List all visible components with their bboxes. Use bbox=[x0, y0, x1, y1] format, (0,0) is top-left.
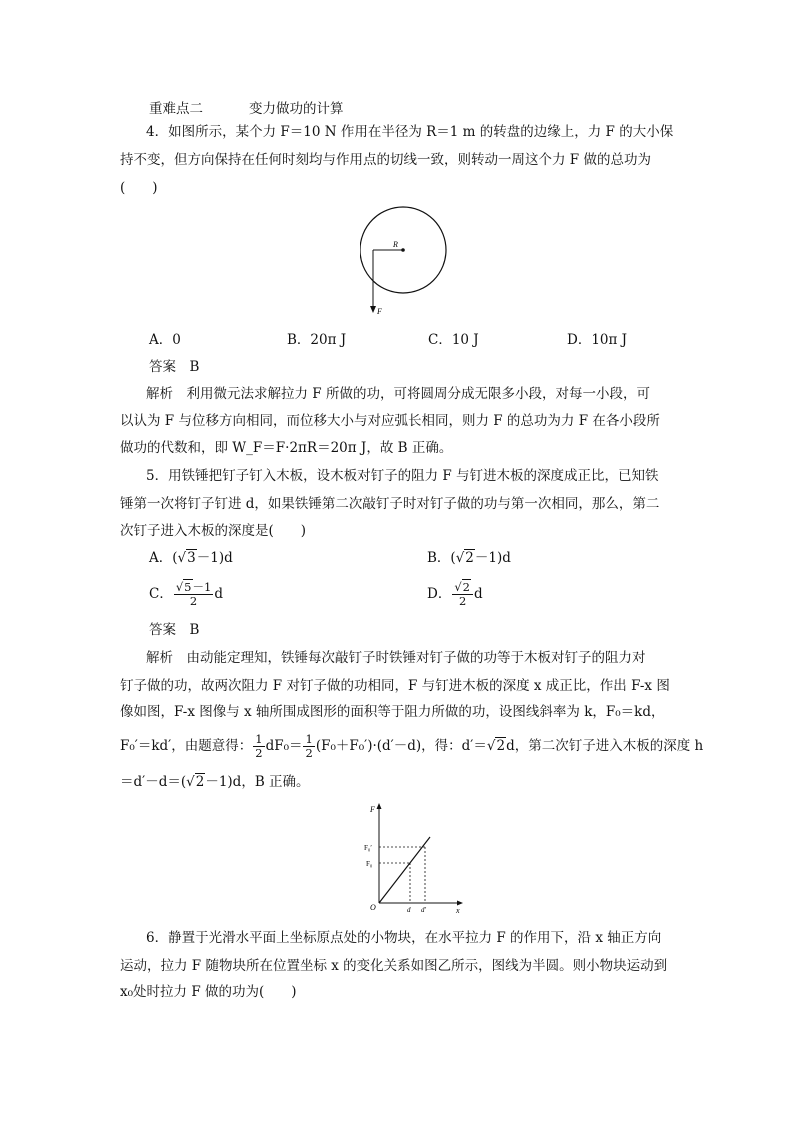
d-label: d bbox=[407, 906, 411, 914]
q4-stem-line-2: 持不变，但方向保持在任何时刻均与作用点的切线一致，则转动一周这个力 F 做的总功为 bbox=[120, 152, 651, 168]
force-label: F bbox=[377, 307, 382, 316]
rotating-disk-figure bbox=[360, 203, 470, 323]
q4-option-b: B．20π J bbox=[287, 332, 347, 348]
q4-stem-line-1: 4．如图所示，某个力 F＝10 N 作用在半径为 R＝1 m 的转盘的边缘上，力 F 的大小保 bbox=[146, 124, 674, 140]
q5-option-b: B．(√2－1)d bbox=[427, 550, 511, 566]
x-axis-arrow bbox=[457, 901, 463, 906]
section-title: 变力做功的计算 bbox=[249, 101, 344, 117]
q5-stem-line-2: 锤第一次将钉子钉进 d，如果铁锤第二次敲钉子时对钉子做的功与第一次相同，那么，第二 bbox=[120, 496, 660, 512]
disk-center bbox=[401, 248, 405, 252]
q4-stem-line-3: ( ) bbox=[120, 180, 158, 196]
y-axis-label: F bbox=[370, 805, 375, 814]
q4-option-a: A．0 bbox=[149, 332, 181, 348]
section-label: 重难点二 bbox=[149, 101, 203, 117]
q5-stem-line-3: 次钉子进入木板的深度是( ) bbox=[120, 523, 307, 539]
q5-explanation-line-3: 像如图，F-x 图像与 x 轴所围成图形的面积等于阻力所做的功，设图线斜率为 k，F₀＝kd， bbox=[120, 704, 665, 720]
q5-option-d: D． $\frac{√2}{2}$ d bbox=[427, 580, 483, 608]
q5-explanation-line-2: 钉子做的功，故两次阻力 F 对钉子做的功相同，F 与钉进木板的深度 x 成正比，作出 F-x 图 bbox=[120, 678, 670, 694]
q6-stem-line-1: 6．静置于光滑水平面上坐标原点处的小物块，在水平拉力 F 的作用下，沿 x 轴正方向 bbox=[146, 930, 662, 946]
q5-option-c: C． $\frac{√5-1}{2}$ d bbox=[149, 580, 223, 608]
q5-explanation-line-5: ＝d′－d＝(√2－1)d，B 正确。 bbox=[120, 774, 310, 790]
q4-explanation-line-2: 以认为 F 与位移方向相同，而位移大小与对应弧长相同，则力 F 的总功为力 F 在各小段所 bbox=[120, 413, 660, 429]
radius-label: R bbox=[393, 240, 398, 249]
y-axis-arrow bbox=[377, 803, 382, 809]
q5-option-a: A．(√3－1)d bbox=[149, 550, 233, 566]
x-axis-label: x bbox=[456, 906, 460, 915]
f0-prime-label: F₀′ bbox=[364, 844, 372, 852]
force-displacement-graph bbox=[362, 800, 472, 915]
f0-label: F₀ bbox=[366, 860, 373, 868]
q4-option-c: C．10 J bbox=[428, 332, 479, 348]
q5-answer: 答案 B bbox=[149, 622, 200, 638]
q4-answer: 答案 B bbox=[149, 359, 200, 375]
q6-stem-line-2: 运动，拉力 F 随物块所在位置坐标 x 的变化关系如图乙所示，图线为半圆。则小物块运动到 bbox=[120, 958, 668, 974]
q5-stem-line-1: 5．用铁锤把钉子钉入木板，设木板对钉子的阻力 F 与钉进木板的深度成正比，已知铁 bbox=[146, 468, 659, 484]
q4-explanation-line-1: 解析 利用微元法求解拉力 F 所做的功，可将圆周分成无限多小段，对每一小段，可 bbox=[146, 386, 650, 402]
q5-explanation-line-1: 解析 由动能定理知，铁锤每次敲钉子时铁锤对钉子做的功等于木板对钉子的阻力对 bbox=[146, 650, 646, 666]
d-prime-label: d′ bbox=[421, 906, 427, 914]
q4-explanation-line-3: 做功的代数和，即 W_F＝F·2πR＝20π J，故 B 正确。 bbox=[120, 440, 453, 456]
q4-option-d: D．10π J bbox=[567, 332, 628, 348]
origin-label: O bbox=[370, 903, 376, 912]
q5-explanation-line-4: F₀′＝kd′，由题意得： $\frac{1}{2}$ dF₀＝ $\frac{1}{2}$ (F₀＋F₀′)·(d′－d)，得：d′＝√2d，第二次钉子进入木板的深度 h bbox=[120, 732, 704, 760]
q6-stem-line-3: x₀处时拉力 F 做的功为( ) bbox=[120, 984, 297, 1000]
force-arrow-head bbox=[370, 306, 376, 313]
